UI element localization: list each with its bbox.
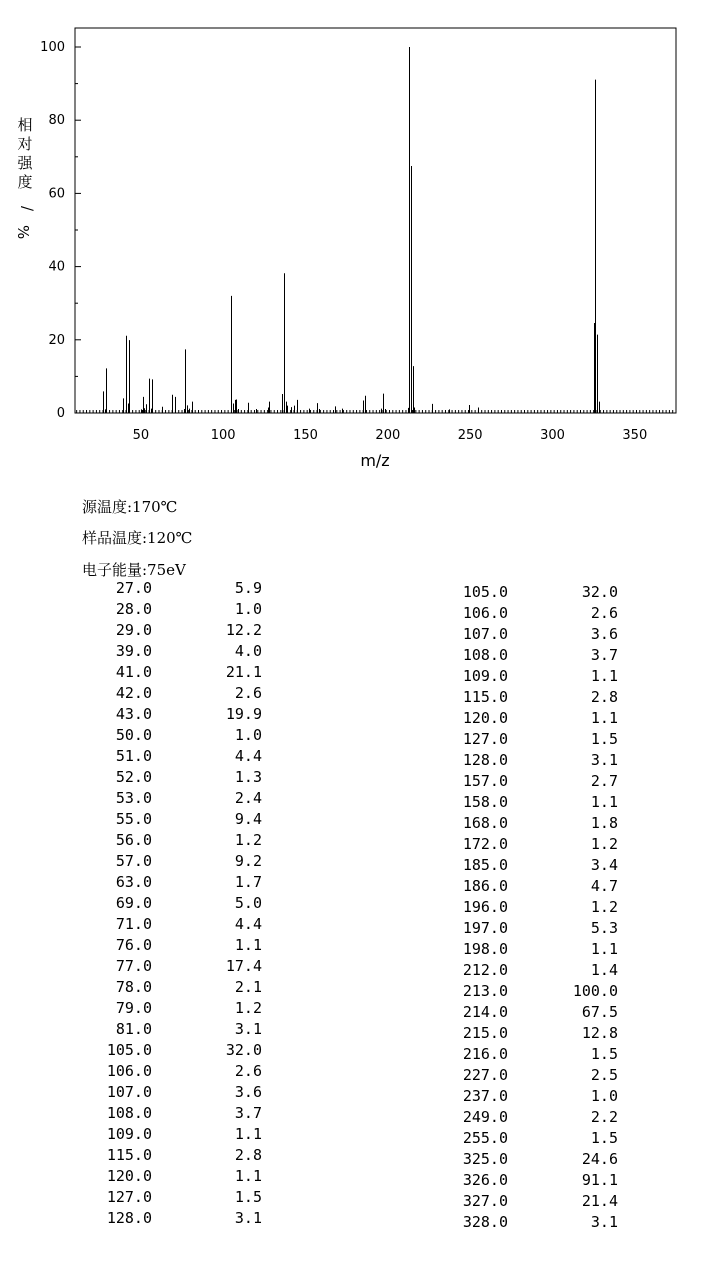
y-axis-label: 相对强度/ % <box>13 116 37 240</box>
peak-intensity: 2.7 <box>590 772 618 790</box>
peak-intensity: 3.7 <box>234 1104 262 1122</box>
peak-row <box>82 893 262 914</box>
peak-row <box>438 1191 618 1212</box>
peak-intensity: 3.1 <box>234 1020 262 1038</box>
peak-intensity: 1.1 <box>590 667 618 685</box>
peak-mz: 215.0 <box>462 1024 508 1042</box>
peak-mz: 52.0 <box>115 768 152 786</box>
peak-intensity: 3.7 <box>590 646 618 664</box>
peak-intensity: 1.5 <box>590 1129 618 1147</box>
peak-intensity: 1.0 <box>590 1087 618 1105</box>
x-tick-label: 350 <box>622 428 648 443</box>
peak-intensity: 67.5 <box>581 1003 618 1021</box>
peak-mz: 216.0 <box>462 1045 508 1063</box>
y-tick-label: 0 <box>56 406 65 421</box>
peak-mz: 127.0 <box>106 1188 152 1206</box>
peak-mz: 120.0 <box>462 709 508 727</box>
spectrum-peaks <box>104 47 600 413</box>
peak-intensity: 2.6 <box>234 684 262 702</box>
peak-mz: 69.0 <box>115 894 152 912</box>
x-tick-label: 100 <box>210 428 236 443</box>
peak-mz: 227.0 <box>462 1066 508 1084</box>
peak-intensity: 19.9 <box>225 705 262 723</box>
peak-row <box>82 683 262 704</box>
peak-intensity: 4.7 <box>590 877 618 895</box>
peak-row <box>438 981 618 1002</box>
peak-intensity: 4.4 <box>234 915 262 933</box>
peak-intensity: 4.4 <box>234 747 262 765</box>
peak-intensity: 21.1 <box>225 663 262 681</box>
peak-intensity: 5.3 <box>590 919 618 937</box>
peak-row <box>438 603 618 624</box>
peak-mz: 28.0 <box>115 600 152 618</box>
peak-mz: 249.0 <box>462 1108 508 1126</box>
peak-mz: 157.0 <box>462 772 508 790</box>
peak-intensity: 1.5 <box>234 1188 262 1206</box>
peak-row <box>82 599 262 620</box>
peak-mz: 43.0 <box>115 705 152 723</box>
peak-row <box>438 960 618 981</box>
peak-mz: 325.0 <box>462 1150 508 1168</box>
peak-mz: 106.0 <box>462 604 508 622</box>
peak-intensity: 2.6 <box>234 1062 262 1080</box>
peak-intensity: 3.1 <box>590 751 618 769</box>
peak-intensity: 1.1 <box>590 793 618 811</box>
x-axis-label: m/z <box>360 451 390 470</box>
mass-spectrum-chart <box>0 0 724 480</box>
peak-row <box>438 939 618 960</box>
peak-mz: 127.0 <box>462 730 508 748</box>
peak-intensity: 2.8 <box>234 1146 262 1164</box>
peak-row <box>82 578 262 599</box>
peak-intensity: 1.0 <box>234 726 262 744</box>
peak-intensity: 1.5 <box>590 730 618 748</box>
peak-row <box>438 855 618 876</box>
x-tick-label: 250 <box>457 428 483 443</box>
peak-mz: 327.0 <box>462 1192 508 1210</box>
peak-intensity: 32.0 <box>581 583 618 601</box>
peak-mz: 255.0 <box>462 1129 508 1147</box>
peak-intensity: 1.4 <box>590 961 618 979</box>
peak-intensity: 1.1 <box>590 709 618 727</box>
peak-intensity: 100.0 <box>572 982 618 1000</box>
peak-mz: 39.0 <box>115 642 152 660</box>
peak-mz: 197.0 <box>462 919 508 937</box>
peak-mz: 29.0 <box>115 621 152 639</box>
peak-mz: 109.0 <box>106 1125 152 1143</box>
peak-intensity: 1.5 <box>590 1045 618 1063</box>
peak-intensity: 91.1 <box>581 1171 618 1189</box>
peak-row <box>82 746 262 767</box>
y-tick-label: 40 <box>48 259 65 275</box>
peak-intensity: 1.1 <box>234 1167 262 1185</box>
peak-row <box>438 708 618 729</box>
peak-mz: 185.0 <box>462 856 508 874</box>
peak-intensity: 32.0 <box>225 1041 262 1059</box>
plot-frame <box>75 28 676 413</box>
peak-intensity: 3.1 <box>590 1213 618 1231</box>
peak-intensity: 1.1 <box>234 1125 262 1143</box>
y-tick-label: 20 <box>48 332 65 348</box>
peak-row <box>438 1212 618 1233</box>
peak-mz: 326.0 <box>462 1171 508 1189</box>
peak-mz: 168.0 <box>462 814 508 832</box>
y-tick-label: 60 <box>48 186 65 202</box>
peak-mz: 120.0 <box>106 1167 152 1185</box>
peak-row <box>438 1044 618 1065</box>
peak-mz: 107.0 <box>106 1083 152 1101</box>
peak-mz: 51.0 <box>115 747 152 765</box>
peak-intensity: 2.5 <box>590 1066 618 1084</box>
peak-table-left <box>82 578 262 1229</box>
peak-row <box>438 834 618 855</box>
peak-mz: 76.0 <box>115 936 152 954</box>
peak-intensity: 17.4 <box>225 957 262 975</box>
peak-row <box>82 1145 262 1166</box>
peak-mz: 77.0 <box>115 957 152 975</box>
peak-row <box>82 1082 262 1103</box>
peak-row <box>82 641 262 662</box>
x-tick-label: 50 <box>132 428 150 443</box>
peak-table-right <box>438 582 618 1233</box>
peak-mz: 50.0 <box>115 726 152 744</box>
peak-row <box>82 1040 262 1061</box>
peak-mz: 79.0 <box>115 999 152 1017</box>
peak-row <box>438 750 618 771</box>
peak-mz: 57.0 <box>115 852 152 870</box>
peak-row <box>438 771 618 792</box>
peak-intensity: 1.8 <box>590 814 618 832</box>
peak-intensity: 1.7 <box>234 873 262 891</box>
source-temperature: 源温度:170℃ <box>82 498 178 516</box>
peak-row <box>438 897 618 918</box>
peak-mz: 53.0 <box>115 789 152 807</box>
peak-mz: 105.0 <box>462 583 508 601</box>
peak-mz: 128.0 <box>462 751 508 769</box>
peak-row <box>82 935 262 956</box>
peak-mz: 213.0 <box>462 982 508 1000</box>
peak-mz: 109.0 <box>462 667 508 685</box>
peak-intensity: 1.1 <box>234 936 262 954</box>
peak-row <box>82 620 262 641</box>
x-tick-label: 150 <box>293 428 318 443</box>
peak-mz: 237.0 <box>462 1087 508 1105</box>
peak-row <box>82 662 262 683</box>
peak-mz: 115.0 <box>462 688 508 706</box>
peak-row <box>438 1086 618 1107</box>
peak-mz: 186.0 <box>462 877 508 895</box>
peak-mz: 41.0 <box>115 663 152 681</box>
peak-intensity: 12.8 <box>581 1024 618 1042</box>
peak-mz: 55.0 <box>115 810 152 828</box>
peak-row <box>438 624 618 645</box>
peak-intensity: 3.1 <box>234 1209 262 1227</box>
peak-intensity: 3.4 <box>590 856 618 874</box>
peak-mz: 56.0 <box>115 831 152 849</box>
peak-row <box>82 1019 262 1040</box>
peak-intensity: 21.4 <box>581 1192 618 1210</box>
peak-intensity: 1.0 <box>234 600 262 618</box>
peak-row <box>438 1107 618 1128</box>
peak-mz: 105.0 <box>106 1041 152 1059</box>
peak-row <box>82 977 262 998</box>
peak-row <box>438 645 618 666</box>
peak-row <box>438 729 618 750</box>
x-tick-label: 300 <box>540 428 565 443</box>
peak-intensity: 24.6 <box>581 1150 618 1168</box>
peak-row <box>438 1065 618 1086</box>
peak-row <box>82 956 262 977</box>
peak-intensity: 9.4 <box>234 810 262 828</box>
peak-mz: 63.0 <box>115 873 152 891</box>
peak-row <box>438 1149 618 1170</box>
peak-intensity: 2.2 <box>590 1108 618 1126</box>
y-tick-label: 80 <box>48 113 65 129</box>
peak-row <box>438 687 618 708</box>
peak-row <box>82 1187 262 1208</box>
peak-row <box>82 1208 262 1229</box>
peak-mz: 81.0 <box>115 1020 152 1038</box>
peak-row <box>438 1170 618 1191</box>
peak-mz: 212.0 <box>462 961 508 979</box>
peak-mz: 27.0 <box>115 579 152 597</box>
peak-row <box>438 1128 618 1149</box>
peak-mz: 107.0 <box>462 625 508 643</box>
peak-intensity: 1.2 <box>234 999 262 1017</box>
peak-row <box>438 1023 618 1044</box>
peak-intensity: 2.8 <box>590 688 618 706</box>
peak-mz: 78.0 <box>115 978 152 996</box>
peak-row <box>82 1103 262 1124</box>
peak-intensity: 4.0 <box>234 642 262 660</box>
peak-row <box>82 872 262 893</box>
peak-row <box>438 666 618 687</box>
peak-mz: 158.0 <box>462 793 508 811</box>
peak-row <box>82 1124 262 1145</box>
peak-row <box>82 998 262 1019</box>
peak-row <box>438 1002 618 1023</box>
peak-mz: 71.0 <box>115 915 152 933</box>
peak-intensity: 12.2 <box>225 621 262 639</box>
peak-intensity: 9.2 <box>234 852 262 870</box>
peak-intensity: 3.6 <box>234 1083 262 1101</box>
peak-mz: 196.0 <box>462 898 508 916</box>
peak-mz: 42.0 <box>115 684 152 702</box>
peak-mz: 128.0 <box>106 1209 152 1227</box>
peak-intensity: 5.0 <box>234 894 262 912</box>
peak-mz: 115.0 <box>106 1146 152 1164</box>
peak-intensity: 1.3 <box>234 768 262 786</box>
x-axis <box>77 410 673 443</box>
peak-mz: 108.0 <box>462 646 508 664</box>
peak-mz: 328.0 <box>462 1213 508 1231</box>
peak-row <box>82 704 262 725</box>
peak-row <box>82 1061 262 1082</box>
peak-row <box>438 813 618 834</box>
peak-intensity: 1.1 <box>590 940 618 958</box>
peak-row <box>82 809 262 830</box>
peak-mz: 108.0 <box>106 1104 152 1122</box>
peak-row <box>82 914 262 935</box>
peak-row <box>82 725 262 746</box>
peak-intensity: 2.4 <box>234 789 262 807</box>
sample-temperature: 样品温度:120℃ <box>82 529 193 547</box>
peak-row <box>438 582 618 603</box>
peak-row <box>438 918 618 939</box>
peak-row <box>438 876 618 897</box>
peak-intensity: 3.6 <box>590 625 618 643</box>
y-tick-label: 100 <box>40 40 65 55</box>
peak-row <box>82 788 262 809</box>
peak-intensity: 5.9 <box>234 579 262 597</box>
peak-row <box>82 830 262 851</box>
x-tick-label: 200 <box>375 428 401 443</box>
peak-mz: 214.0 <box>462 1003 508 1021</box>
peak-row <box>438 792 618 813</box>
electron-energy: 电子能量:75eV <box>82 561 186 579</box>
peak-intensity: 1.2 <box>234 831 262 849</box>
peak-mz: 106.0 <box>106 1062 152 1080</box>
peak-intensity: 1.2 <box>590 898 618 916</box>
peak-row <box>82 767 262 788</box>
peak-mz: 198.0 <box>462 940 508 958</box>
peak-row <box>82 1166 262 1187</box>
peak-intensity: 2.1 <box>234 978 262 996</box>
peak-row <box>82 851 262 872</box>
peak-mz: 172.0 <box>462 835 508 853</box>
peak-intensity: 2.6 <box>590 604 618 622</box>
peak-intensity: 1.2 <box>590 835 618 853</box>
